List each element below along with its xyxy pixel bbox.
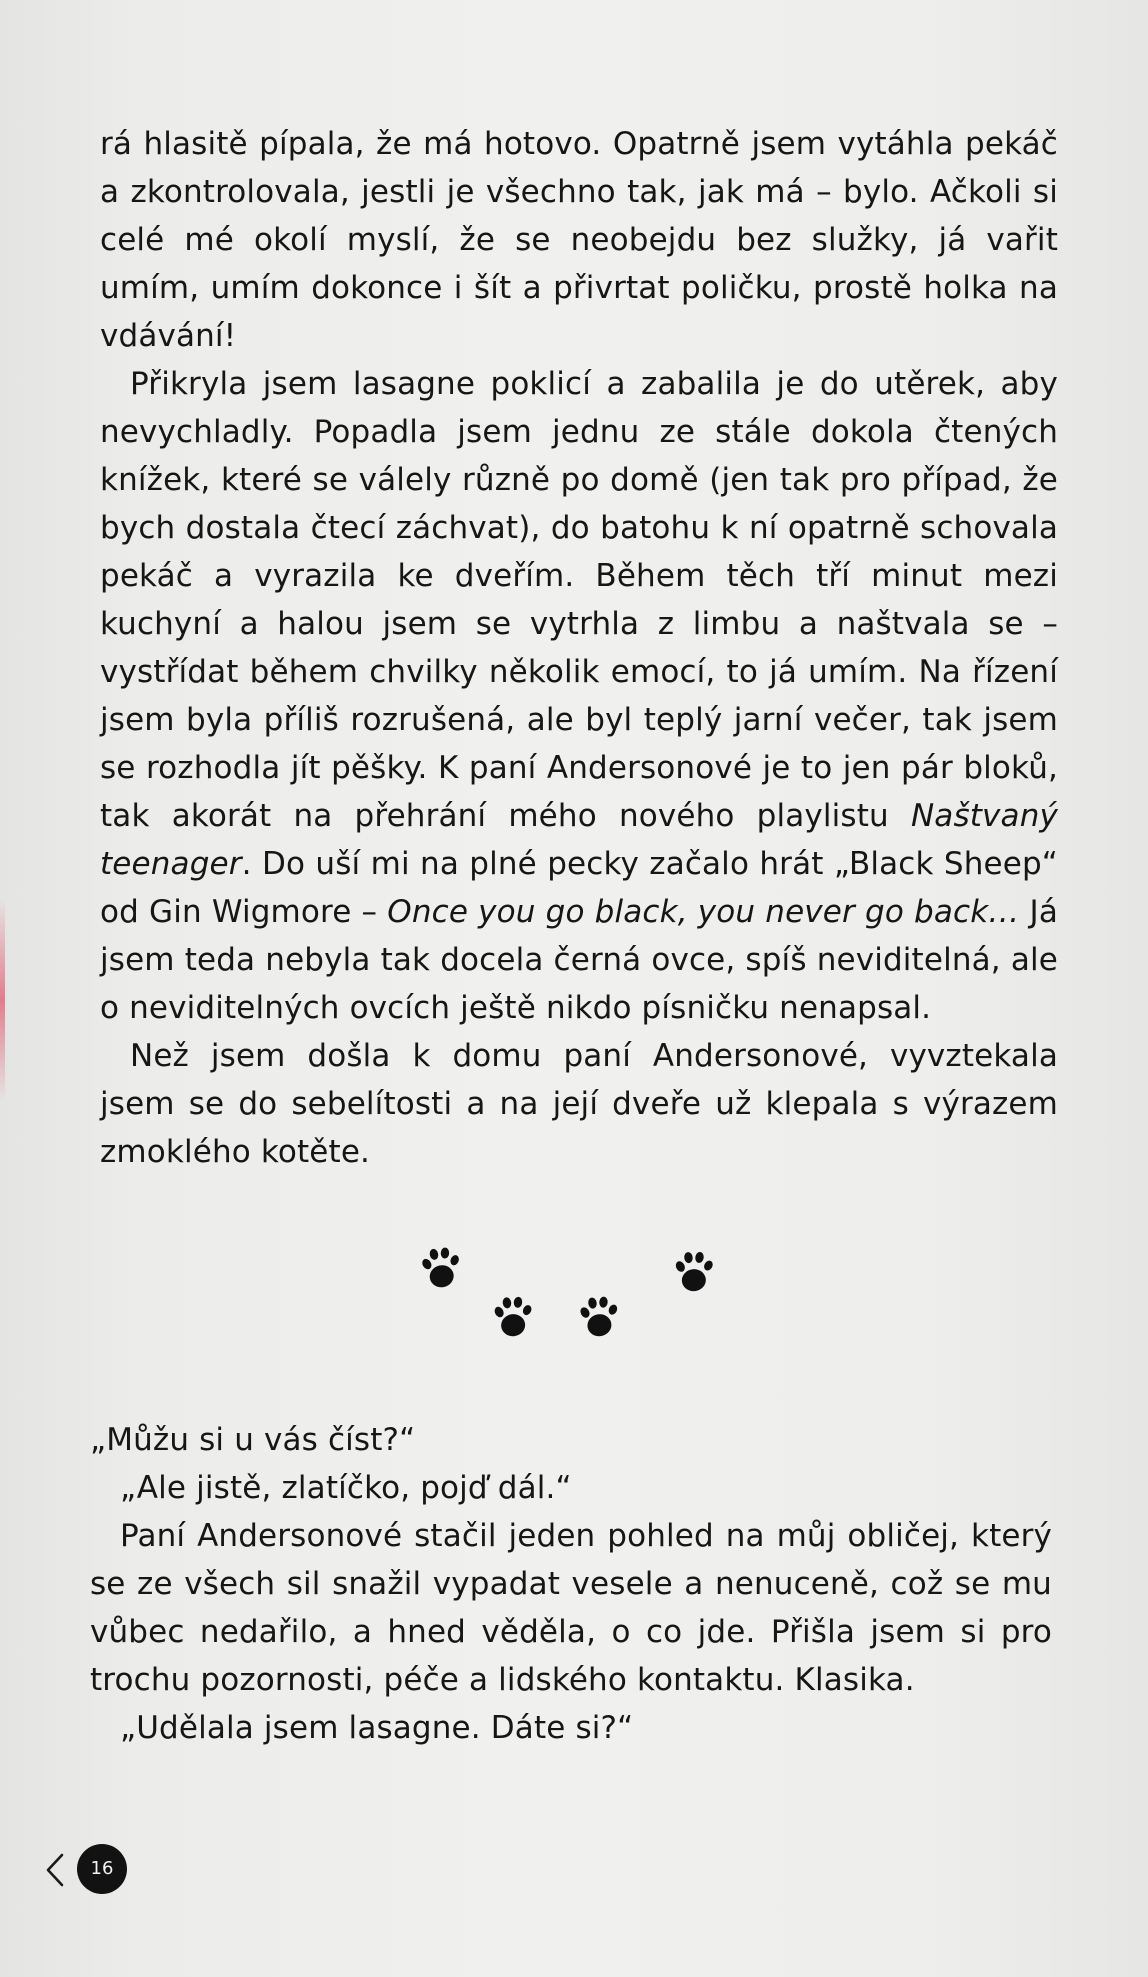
text-run: Já jsem teda nebyla tak docela černá ovce, spíš neviditelná, ale o neviditelných ovcích ještě nikdo písničku nenapsal. [100,894,1058,1026]
paragraph-2 [100,360,1058,1032]
paw-print-icon [415,1239,468,1297]
text-run: . Do uší mi na plné pecky začalo hrát „Black Sheep“ od Gin Wigmore – [100,846,1058,930]
page-edge-tint [0,900,5,1100]
page-number-badge: 16 [77,1844,127,1894]
text-block-top [100,120,1058,1176]
page-footer-nav [44,1842,134,1898]
paw-print-icon [574,1289,626,1346]
text-run: „Můžu si u vás číst?“ [90,1422,416,1458]
italic-text: Once you go black, you never go back… [387,894,1020,930]
text-run: Než jsem došla k domu paní Andersonové, vyvztekala jsem se do sebelítosti a na její dveře už klepala s výrazem zmoklého kotěte. [100,1038,1058,1170]
dialogue-line-3 [90,1704,1052,1752]
italic-text: Naštvaný teenager [100,798,1058,882]
dialogue-line-1 [90,1416,1052,1464]
text-run: Paní Andersonové stačil jeden pohled na můj obličej, který se ze všech sil snažil vypadat vesele a nenuceně, což se mu vůbec nedařilo, a hned věděla, o co jde. Přišla jsem si pro trochu pozornosti, péče a lidského kontaktu. Klasika. [90,1518,1052,1698]
paragraph-4 [90,1512,1052,1704]
paragraph-1 [100,120,1058,360]
text-run: „Ale jistě, zlatíčko, pojď dál.“ [120,1470,572,1506]
text-block-bottom [90,1416,1052,1752]
text-run: Přikryla jsem lasagne poklicí a zabalila je do utěrek, aby nevychladly. Popadla jsem jednu ze stále dokola čtených knížek, které se válely různě po domě (jen tak pro případ, že bych dostala čtecí záchvat), do batohu k ní opatrně schovala pekáč a vyrazila ke dveřím. Během těch tří minut mezi kuchyní a halou jsem se vytrhla z limbu a naštvala se – vystřídat během chvilky několik emocí, to já umím. Na řízení jsem byla příliš rozrušená, ale byl teplý jarní večer, tak jsem se rozhodla jít pěšky. K paní Andersonové je to jen pár bloků, tak akorát na přehrání mého nového playlistu [100,366,1058,834]
chevron-left-icon[interactable] [44,1852,66,1888]
dialogue-line-2 [90,1464,1052,1512]
text-run: rá hlasitě pípala, že má hotovo. Opatrně jsem vytáhla pekáč a zkontrolovala, jestli je všechno tak, jak má – bylo. Ačkoli si celé mé okolí myslí, že se neobejdu bez služky, já vařit umím, umím dokonce i šít a přivrtat poličku, prostě holka na vdávání! [100,126,1058,354]
paw-print-icon [489,1289,540,1345]
paragraph-3 [100,1032,1058,1176]
text-run: „Udělala jsem lasagne. Dáte si?“ [120,1710,634,1746]
paw-print-icon [671,1245,720,1299]
